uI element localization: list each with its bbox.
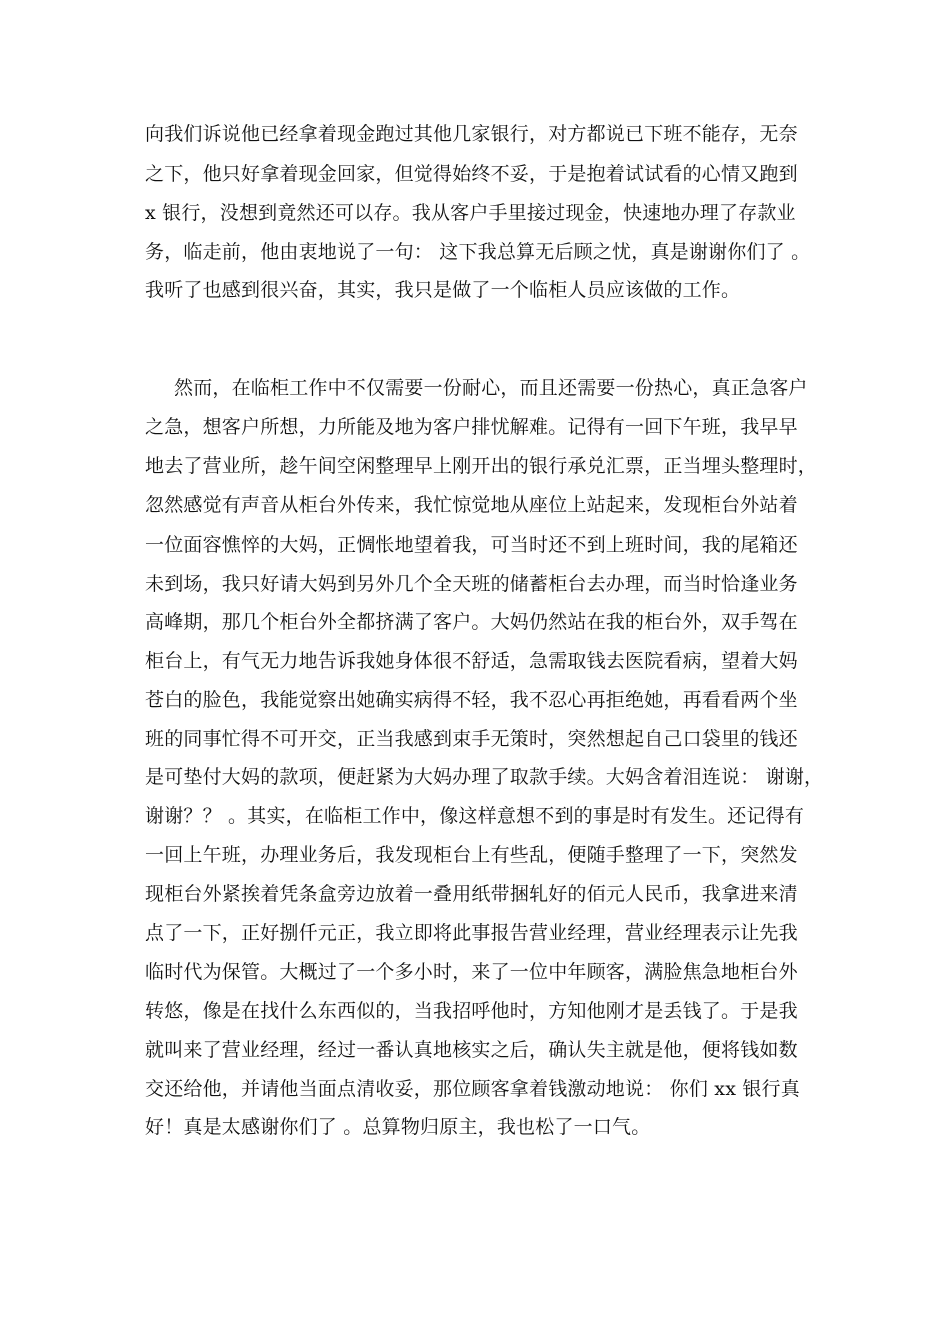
text-line: 高峰期，那几个柜台外全都挤满了客户。大妈仍然站在我的柜台外，双手驾在 (145, 611, 798, 633)
text-line: 班的同事忙得不可开交，正当我感到束手无策时，突然想起自己口袋里的钱还 (145, 728, 798, 750)
text-line: 未到场，我只好请大妈到另外几个全天班的储蓄柜台去办理，而当时恰逢业务 (145, 573, 798, 595)
text-line: 好！真是太感谢你们了 。总算物归原主，我也松了一口气。 (145, 1116, 651, 1138)
text-line: 务，临走前，他由衷地说了一句： 这下我总算无后顾之忧，真是谢谢你们了 。 (145, 241, 811, 263)
text-line: 忽然感觉有声音从柜台外传来，我忙惊觉地从座位上站起来，发现柜台外站着 (145, 494, 798, 516)
text-line: 向我们诉说他已经拿着现金跑过其他几家银行，对方都说已下班不能存，无奈 (145, 123, 798, 145)
text-line: 转悠，像是在找什么东西似的，当我招呼他时，方知他刚才是丢钱了。于是我 (145, 1000, 798, 1022)
text-line: 然而，在临柜工作中不仅需要一份耐心，而且还需要一份热心，真正急客户 (174, 377, 808, 399)
text-line: 点了一下，正好捌仟元正，我立即将此事报告营业经理，营业经理表示让先我 (145, 922, 798, 944)
text-line: 一回上午班，办理业务后，我发现柜台上有些乱，便随手整理了一下，突然发 (145, 844, 798, 866)
text-line: 柜台上，有气无力地告诉我她身体很不舒适，急需取钱去医院看病，望着大妈 (145, 650, 798, 672)
text-line: 交还给他，并请他当面点清收妥，那位顾客拿着钱激动地说： 你们 xx 银行真 (145, 1078, 800, 1100)
text-line: 就叫来了营业经理，经过一番认真地核实之后，确认失主就是他，便将钱如数 (145, 1039, 798, 1061)
text-line: 谢谢？？ 。其实，在临柜工作中，像这样意想不到的事是时有发生。还记得有 (145, 805, 805, 827)
text-line: 是可垫付大妈的款项，便赶紧为大妈办理了取款手续。大妈含着泪连说： 谢谢， (145, 766, 824, 788)
text-line: 临时代为保管。大概过了一个多小时，来了一位中年顾客，满脸焦急地柜台外 (145, 961, 798, 983)
text-line: 现柜台外紧挨着凭条盒旁边放着一叠用纸带捆轧好的佰元人民币，我拿进来清 (145, 883, 798, 905)
text-line: 之下，他只好拿着现金回家，但觉得始终不妥，于是抱着试试看的心情又跑到 (145, 163, 798, 185)
text-line: 地去了营业所，趁午间空闲整理早上刚开出的银行承兑汇票，正当埋头整理时， (145, 455, 818, 477)
text-line: 一位面容憔悴的大妈，正惆怅地望着我，可当时还不到上班时间，我的尾箱还 (145, 534, 798, 556)
text-line: 我听了也感到很兴奋，其实，我只是做了一个临柜人员应该做的工作。 (145, 279, 741, 301)
text-line: 之急，想客户所想，力所能及地为客户排忧解难。记得有一回下午班，我早早 (145, 416, 798, 438)
text-line: 苍白的脸色，我能觉察出她确实病得不轻，我不忍心再拒绝她，再看看两个坐 (145, 689, 798, 711)
text-line: x 银行，没想到竟然还可以存。我从客户手里接过现金，快速地办理了存款业 (145, 202, 796, 224)
